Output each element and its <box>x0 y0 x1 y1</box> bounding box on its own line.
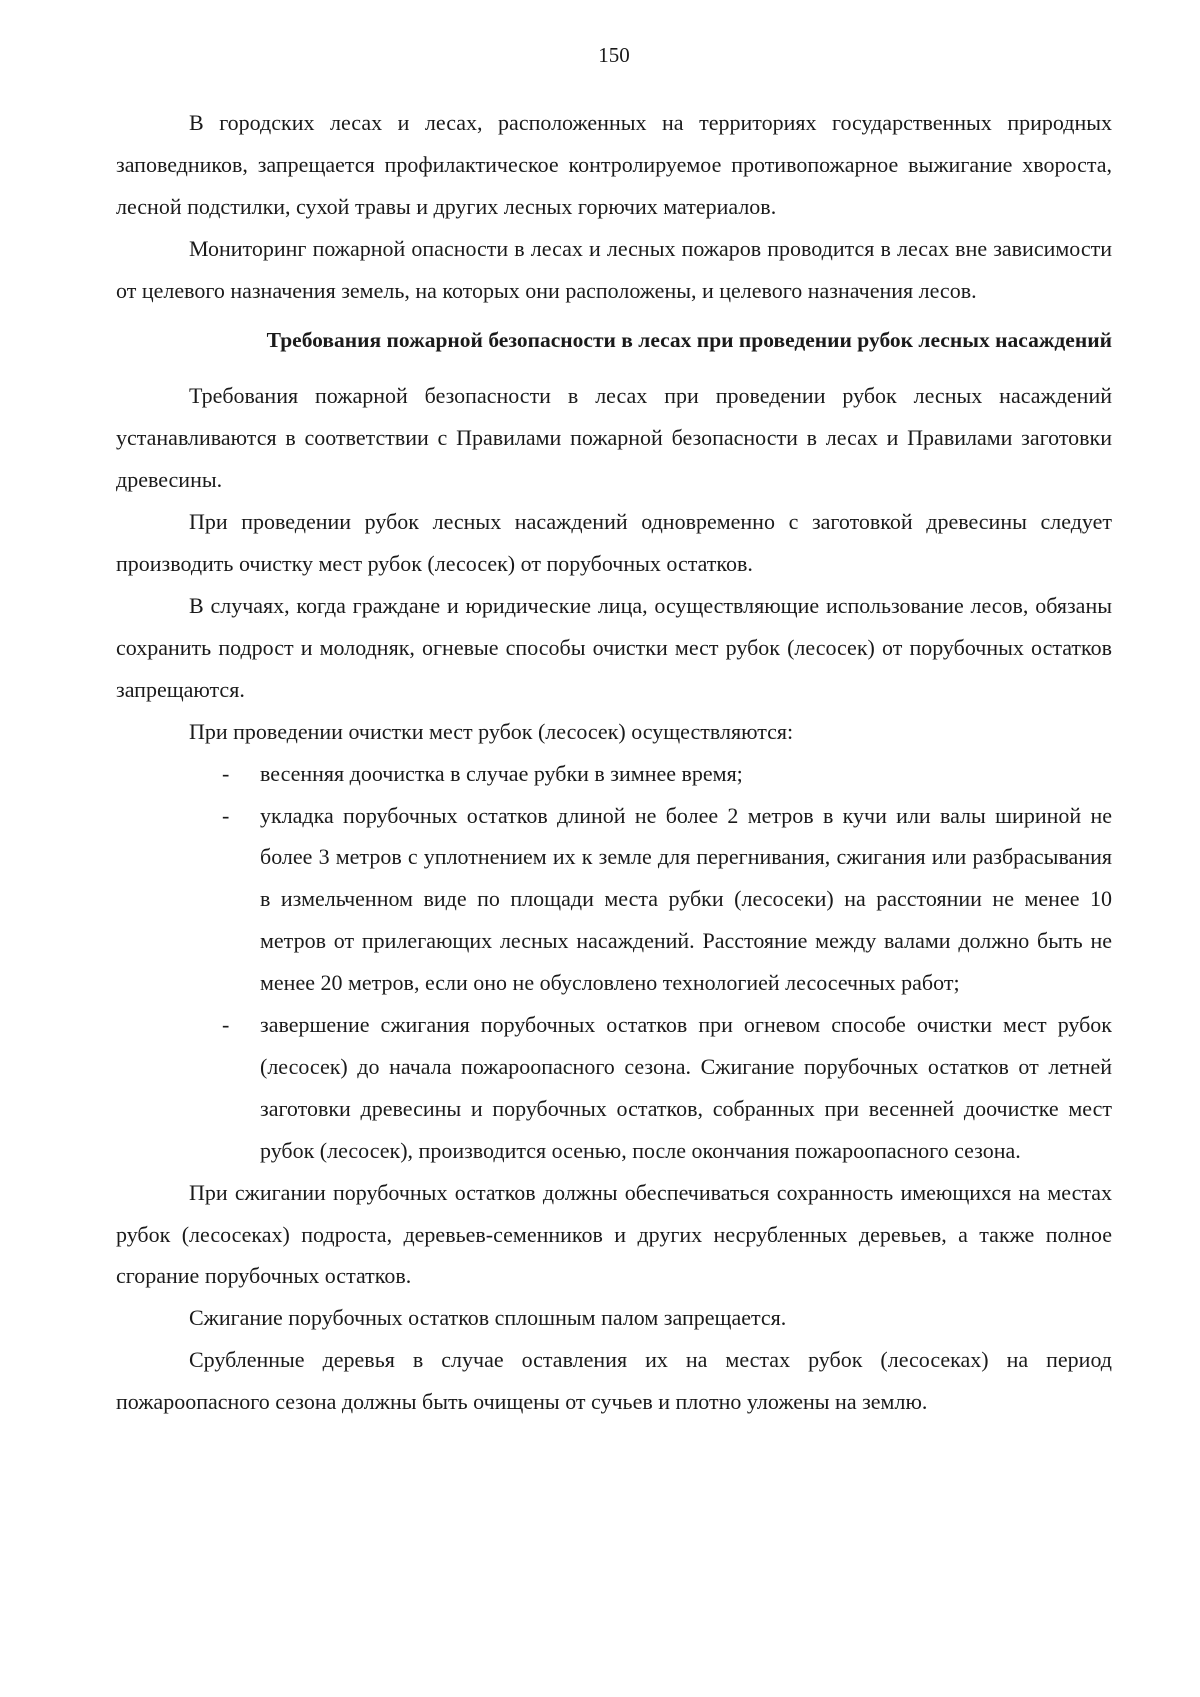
list-marker: - <box>222 760 230 786</box>
list-marker: - <box>222 1012 230 1038</box>
list-item-text: завершение сжигания порубочных остатков при огневом способе очистки мест рубок (лесосек) до начала пожароопасного сезона. Сжигание порубочных остатков от летней заготовки древесины и порубочных остатков, собранных при весенней доочистке мест рубок (лесосек), производится осенью, после окончания пожароопасного сезона. <box>260 1012 1112 1163</box>
paragraph: Требования пожарной безопасности в лесах при проведении рубок лесных насаждений устанавливаются в соответствии с Правилами пожарной безопасности в лесах и Правилами заготовки древесины. <box>116 383 1112 493</box>
dash-list <box>116 753 1112 1172</box>
paragraph: Сжигание порубочных остатков сплошным палом запрещается. <box>189 1305 787 1331</box>
page-number: 150 <box>598 43 630 67</box>
paragraph: При проведении рубок лесных насаждений одновременно с заготовкой древесины следует производить очистку мест рубок (лесосек) от порубочных остатков. <box>116 509 1112 577</box>
paragraph: При проведении очистки мест рубок (лесосек) осуществляются: <box>189 718 794 744</box>
list-item-text: укладка порубочных остатков длиной не более 2 метров в кучи или валы шириной не более 3 метров с уплотнением их к земле для перегнивания, сжигания или разбрасывания в измельченном виде по площади места рубки (лесосеки) на расстоянии не менее 10 метров от прилегающих лесных насаждений. Расстояние между валами должно быть не менее 20 метров, если оно не обусловлено технологией лесосечных работ; <box>260 802 1112 996</box>
paragraph: Срубленные деревья в случае оставления их на местах рубок (лесосеках) на период пожароопасного сезона должны быть очищены от сучьев и плотно уложены на землю. <box>116 1347 1112 1415</box>
paragraph: Мониторинг пожарной опасности в лесах и лесных пожаров проводится в лесах вне зависимости от целевого назначения земель, на которых они расположены, и целевого назначения лесов. <box>116 235 1112 303</box>
list-item <box>222 1004 1112 1172</box>
paragraph: В случаях, когда граждане и юридические лица, осуществляющие использование лесов, обязаны сохранить подрост и молодняк, огневые способы очистки мест рубок (лесосек) от порубочных остатков запрещаются. <box>116 592 1112 702</box>
list-item <box>222 795 1112 1005</box>
list-marker: - <box>222 802 230 828</box>
section-heading: Требования пожарной безопасности в лесах при проведении рубок лесных насаждений <box>266 327 1112 352</box>
list-item-text: весенняя доочистка в случае рубки в зимнее время; <box>260 760 743 786</box>
paragraph: При сжигании порубочных остатков должны обеспечиваться сохранность имеющихся на местах рубок (лесосеках) подроста, деревьев-семенников и других несрубленных деревьев, а также полное сгорание порубочных остатков. <box>116 1179 1112 1289</box>
list-item <box>222 753 1112 795</box>
paragraph: В городских лесах и лесах, расположенных на территориях государственных природных заповедников, запрещается профилактическое контролируемое противопожарное выжигание хвороста, лесной подстилки, сухой травы и других лесных горючих материалов. <box>116 110 1112 219</box>
